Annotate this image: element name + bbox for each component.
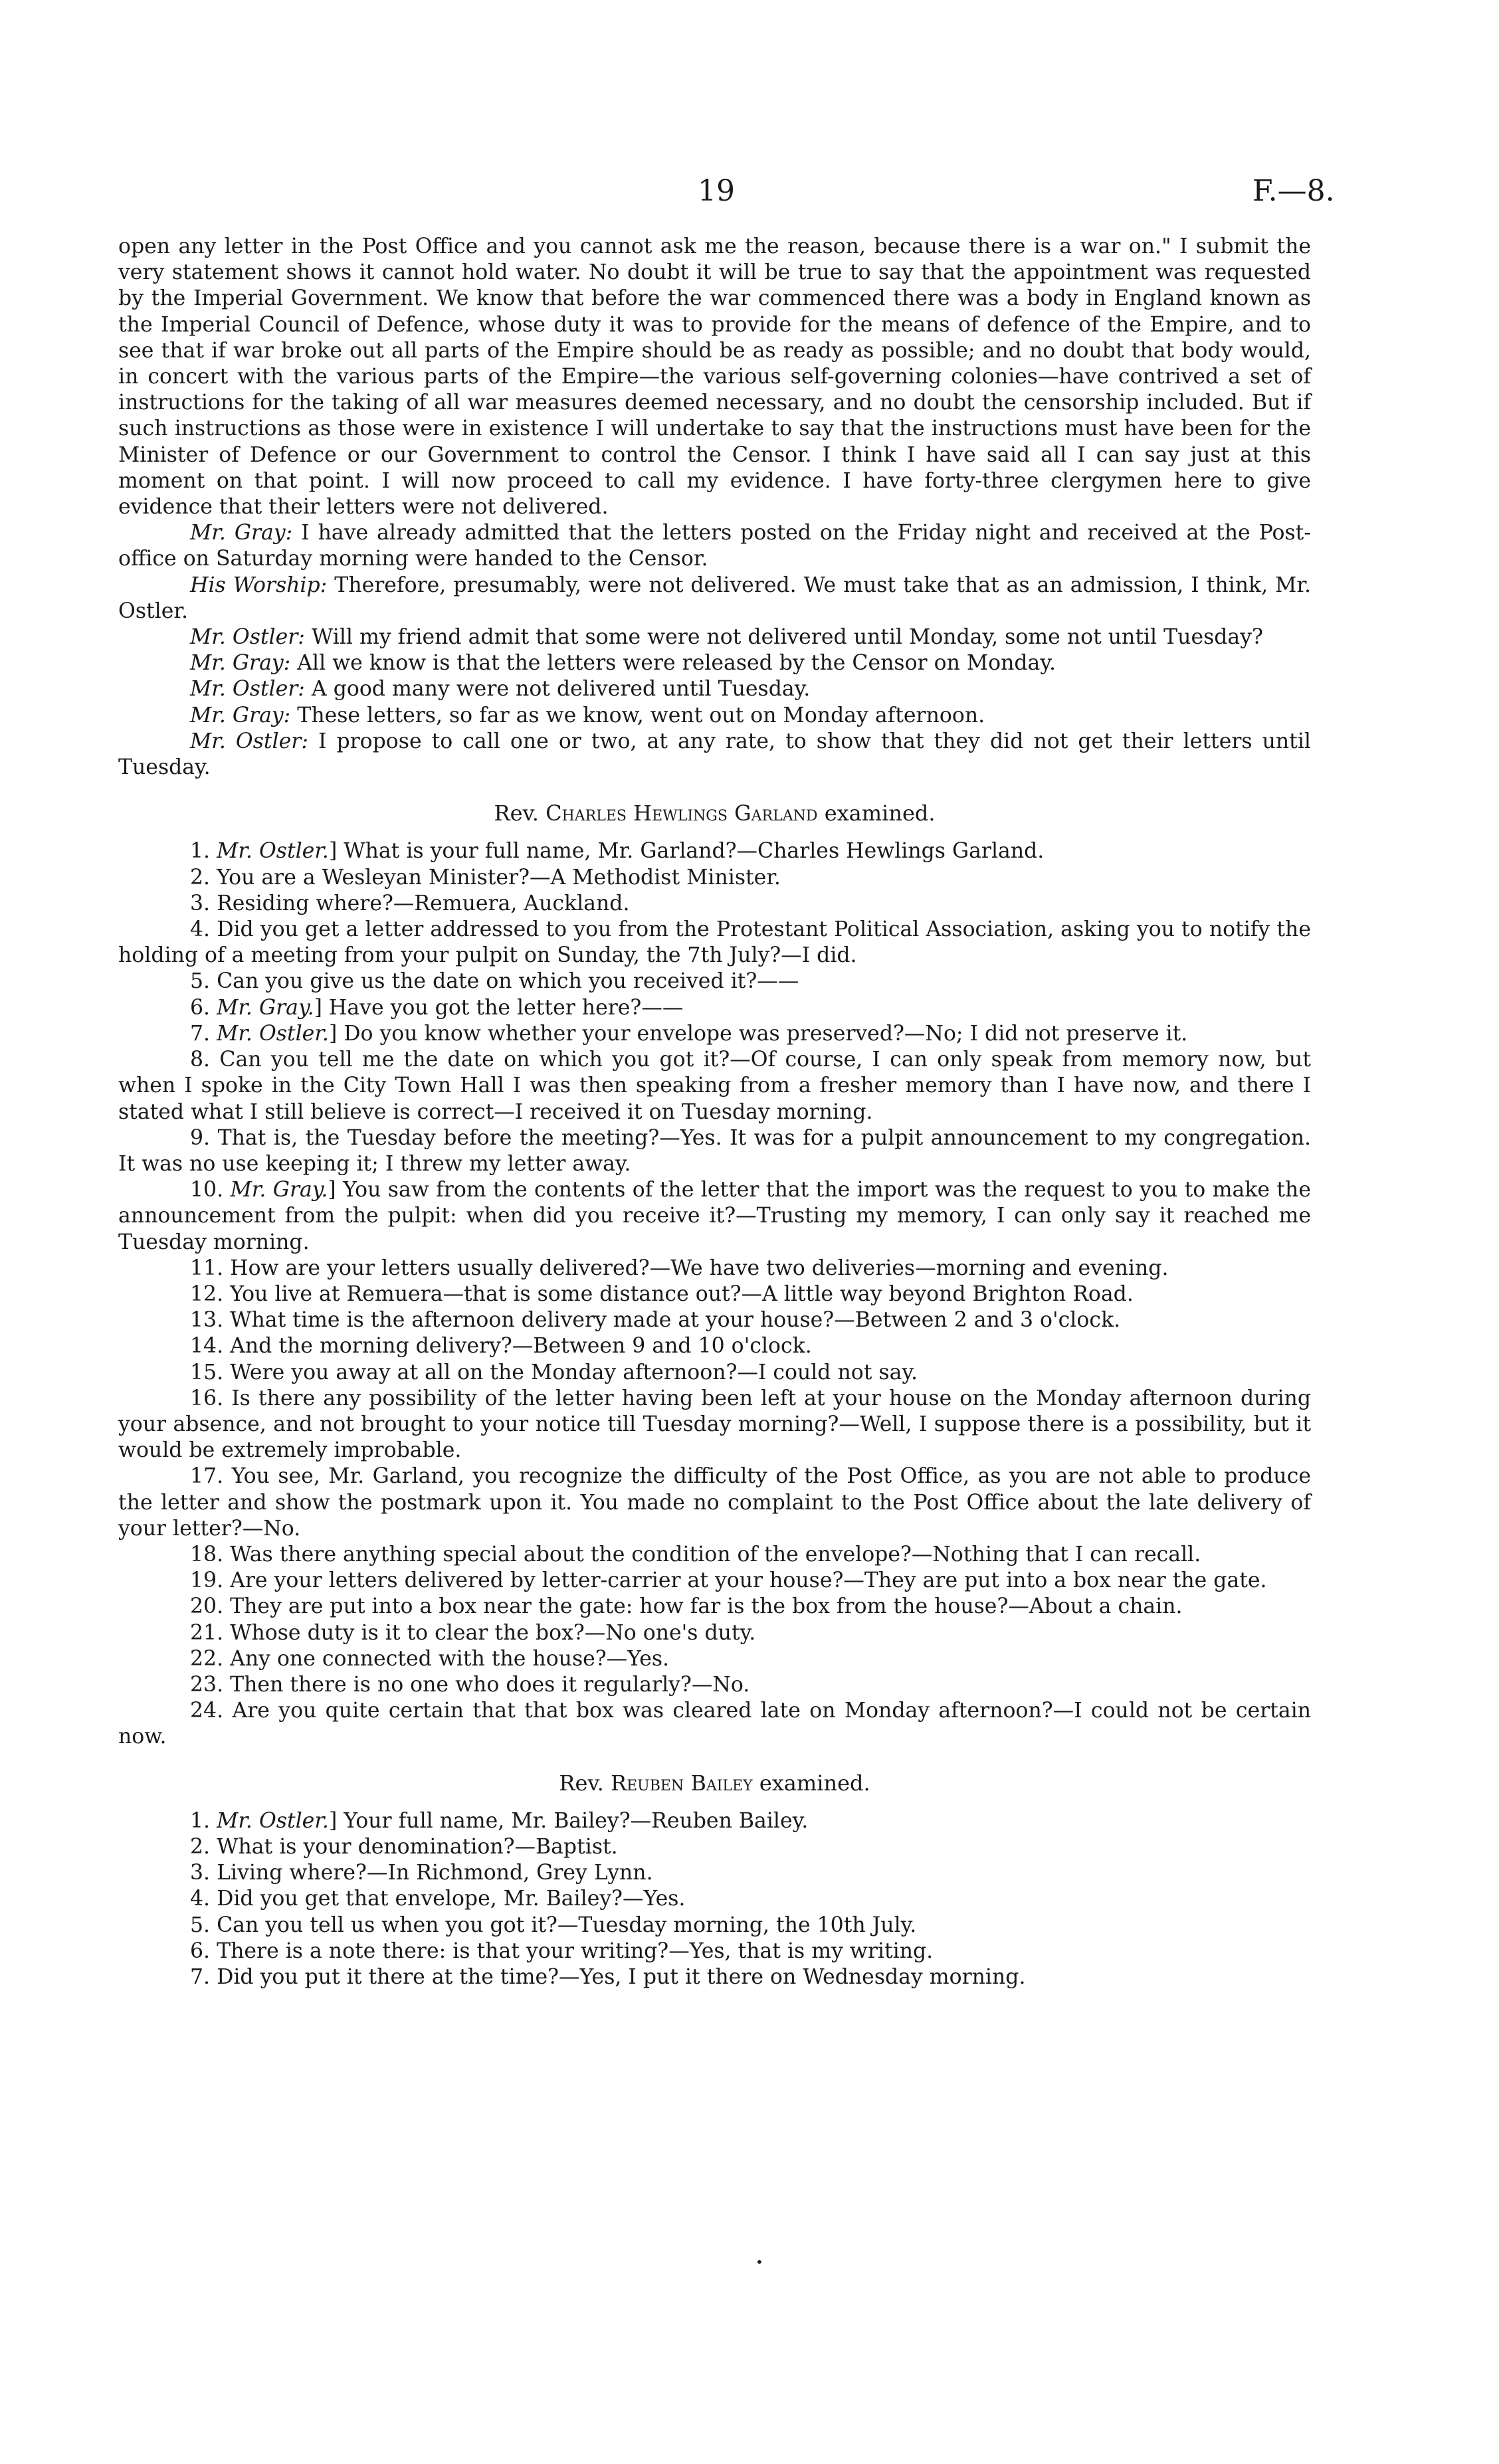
speaker-label: Mr. Gray:	[190, 703, 291, 727]
question-item	[118, 1834, 1311, 1860]
question-number: 24.	[190, 1699, 224, 1723]
question-number: 18.	[190, 1542, 224, 1566]
exchange-text: A good many were not delivered until Tuesday.	[304, 677, 811, 702]
question-number: 7.	[190, 1965, 211, 1989]
question-speaker: Mr. Ostler.	[217, 839, 329, 864]
question-item	[118, 1360, 1311, 1386]
question-text: ] You saw from the contents of the letter that the import was the request to you to make the announcement from the pulpit: when did you receive it?—Trusting my memory, I can only say it reached me Tuesday morning.	[118, 1178, 1311, 1254]
exchange-text: Will my friend admit that some were not delivered until Monday, some not until Tuesday?	[304, 625, 1263, 650]
question-number: 6.	[190, 1939, 211, 1963]
question-number: 19.	[190, 1568, 224, 1593]
question-text: You live at Remuera—that is some distance out?—A little way beyond Brighton Road.	[230, 1281, 1134, 1306]
question-number: 16.	[190, 1386, 224, 1410]
question-number: 10.	[190, 1178, 224, 1202]
document-body	[118, 234, 1311, 1990]
question-text: ] Your full name, Mr. Bailey?—Reuben Bailey.	[328, 1808, 809, 1833]
question-number: 2.	[190, 865, 211, 890]
question-item	[118, 995, 1311, 1021]
question-item	[118, 1698, 1311, 1750]
exchange-paragraph	[118, 650, 1311, 676]
question-number: 11.	[190, 1256, 224, 1280]
question-number: 14.	[190, 1334, 224, 1359]
question-item	[118, 865, 1311, 891]
question-text: You see, Mr. Garland, you recognize the difficulty of the Post Office, as you are not able to produce the letter and show the postmark upon it. You made no complaint to the Post Office about the late delivery of your letter?—No.	[118, 1464, 1312, 1541]
question-text: ] Do you know whether your envelope was preserved?—No; I did not preserve it.	[328, 1021, 1188, 1046]
page-number: 19	[698, 174, 735, 208]
speaker-label: His Worship:	[190, 573, 328, 597]
question-number: 5.	[190, 969, 211, 994]
question-text: Is there any possibility of the letter having been left at your house on the Monday afternoon during your absence, and not brought to your notice till Tuesday morning?—Well, I suppose there is a possibility, but it would be extremely improbable.	[118, 1386, 1312, 1463]
question-item	[118, 1913, 1311, 1939]
question-text: That is, the Tuesday before the meeting?—Yes. It was for a pulpit announcement to my congregation. It was no use keeping it; I threw my letter away.	[118, 1125, 1311, 1176]
question-number: 6.	[190, 995, 211, 1020]
question-item	[118, 1646, 1311, 1672]
witness-questions-bailey	[118, 1808, 1311, 1990]
question-text: Did you get a letter addressed to you from the Protestant Political Association, asking you to notify the holding of a meeting from your pulpit on Sunday, the 7th July?—I did.	[118, 917, 1311, 968]
question-item	[118, 1177, 1311, 1256]
exchange-text: I have already admitted that the letters posted on the Friday night and received at the Post-office on Saturday morning were handed to the Censor.	[118, 521, 1311, 571]
question-text: Are you quite certain that that box was cleared late on Monday afternoon?—I could not be certain now.	[118, 1699, 1311, 1749]
question-text: Can you tell me the date on which you got it?—Of course, I can only speak from memory now, but when I spoke in the City Town Hall I was then speaking from a fresher memory than I have now, and there I stated what I still believe is correct—I received it on Tuesday morning.	[118, 1048, 1312, 1124]
question-number: 3.	[190, 1861, 211, 1885]
question-item	[118, 891, 1311, 917]
exchange-paragraph	[118, 624, 1311, 650]
question-number: 1.	[190, 839, 211, 864]
speaker-label: Mr. Ostler:	[190, 677, 305, 702]
intro-paragraph: open any letter in the Post Office and you cannot ask me the reason, because there is a war on." I submit the very statement shows it cannot hold water. No doubt it will be true to say that the appointment was requested by the Imperial Government. We know that before the war commenced there was a body in England known as the Imperial Council of Defence, whose duty it was to provide for the means of defence of the Empire, and to see that if war broke out all parts of the Empire should be as ready as possible; and no doubt that body would, in concert with the various parts of the Empire—the various self-governing colonies—have contrived a set of instructions for the taking of all war measures deemed necessary, and no doubt the censorship included. But if such instructions as those were in existence I will undertake to say that the instructions must have been for the Minister of Defence or our Government to control the Censor. I think I have said all I can say just at this moment on that point. I will now proceed to call my evidence. I have forty-three clergymen here to give evidence that their letters were not delivered.	[118, 235, 1311, 520]
question-item	[118, 1672, 1311, 1698]
question-number: 15.	[190, 1360, 224, 1384]
speaker-label: Mr. Ostler:	[190, 729, 308, 753]
question-item	[118, 1464, 1311, 1542]
exchange-paragraph	[118, 729, 1311, 781]
question-text: Are your letters delivered by letter-carrier at your house?—They are put into a box near the gate.	[230, 1568, 1267, 1593]
question-number: 4.	[190, 1887, 211, 1911]
question-speaker: Mr. Ostler.	[217, 1808, 329, 1833]
question-text: ] Have you got the letter here?——	[314, 995, 684, 1020]
question-number: 5.	[190, 1913, 211, 1937]
question-text: Can you give us the date on which you received it?——	[217, 969, 799, 994]
question-text: There is a note there: is that your writing?—Yes, that is my writing.	[217, 1939, 934, 1963]
exchange-text: These letters, so far as we know, went out on Monday afternoon.	[290, 703, 985, 727]
question-text: And the morning delivery?—Between 9 and 10 o'clock.	[230, 1334, 812, 1359]
question-item	[118, 1886, 1311, 1912]
question-item	[118, 1125, 1311, 1177]
exchange-text: All we know is that the letters were released by the Censor on Monday.	[290, 651, 1056, 676]
question-number: 4.	[190, 917, 211, 942]
question-item	[118, 917, 1311, 969]
question-item	[118, 1021, 1311, 1047]
question-number: 13.	[190, 1308, 224, 1333]
question-text: What time is the afternoon delivery made at your house?—Between 2 and 3 o'clock.	[230, 1308, 1121, 1333]
speaker-label: Mr. Gray:	[190, 521, 293, 545]
question-item	[118, 1594, 1311, 1620]
document-reference: F.—8.	[1252, 174, 1335, 208]
question-text: ] What is your full name, Mr. Garland?—Charles Hewlings Garland.	[328, 839, 1045, 864]
question-speaker: Mr. Gray.	[217, 995, 314, 1020]
question-text: Did you put it there at the time?—Yes, I put it there on Wednesday morning.	[217, 1965, 1026, 1989]
question-item	[118, 1542, 1311, 1568]
question-text: Living where?—In Richmond, Grey Lynn.	[217, 1861, 653, 1885]
question-number: 22.	[190, 1646, 224, 1671]
question-speaker: Mr. Ostler.	[217, 1021, 329, 1046]
question-speaker: Mr. Gray.	[230, 1178, 328, 1202]
exchange-list	[118, 520, 1311, 781]
question-number: 8.	[190, 1048, 211, 1072]
question-text: They are put into a box near the gate: how far is the box from the house?—About a chain.	[230, 1594, 1183, 1619]
speaker-label: Mr. Gray:	[190, 651, 291, 676]
question-item	[118, 1808, 1311, 1834]
question-number: 12.	[190, 1281, 224, 1306]
question-text: Were you away at all on the Monday afternoon?—I could not say.	[230, 1360, 918, 1384]
question-item	[118, 1256, 1311, 1281]
question-number: 23.	[190, 1672, 224, 1697]
question-text: You are a Wesleyan Minister?—A Methodist Minister.	[217, 865, 781, 890]
question-number: 3.	[190, 891, 211, 915]
question-text: Then there is no one who does it regularly?—No.	[230, 1672, 750, 1697]
question-item	[118, 1047, 1311, 1125]
question-text: Whose duty is it to clear the box?—No one's duty.	[230, 1620, 756, 1645]
question-number: 17.	[190, 1464, 224, 1489]
question-item	[118, 1333, 1311, 1359]
question-number: 20.	[190, 1594, 224, 1619]
question-item	[118, 1860, 1311, 1886]
page-mark: •	[755, 2254, 763, 2270]
question-item	[118, 1939, 1311, 1964]
exchange-text: Therefore, presumably, were not delivered. We must take that as an admission, I think, Mr. Ostler.	[118, 573, 1312, 623]
question-item	[118, 1568, 1311, 1594]
question-item	[118, 969, 1311, 995]
question-number: 21.	[190, 1620, 224, 1645]
exchange-paragraph	[118, 676, 1311, 702]
question-item	[118, 838, 1311, 864]
question-item	[118, 1307, 1311, 1333]
question-item	[118, 1281, 1311, 1307]
question-item	[118, 1620, 1311, 1646]
witness-heading-garland: Rev. Charles Hewlings Garland examined.	[494, 801, 936, 826]
speaker-label: Mr. Ostler:	[190, 625, 305, 650]
question-item	[118, 1964, 1311, 1990]
witness-heading-bailey: Rev. Reuben Bailey examined.	[559, 1770, 870, 1796]
question-number: 9.	[190, 1125, 211, 1150]
question-item	[118, 1386, 1311, 1464]
exchange-text: I propose to call one or two, at any rate, to show that they did not get their letters until Tuesday.	[118, 729, 1311, 780]
question-text: Can you tell us when you got it?—Tuesday morning, the 10th July.	[217, 1913, 917, 1937]
question-number: 7.	[190, 1021, 211, 1046]
question-text: Did you get that envelope, Mr. Bailey?—Yes.	[217, 1887, 686, 1911]
exchange-paragraph	[118, 573, 1311, 624]
witness-questions-garland	[118, 838, 1311, 1750]
question-text: Was there anything special about the condition of the envelope?—Nothing that I can recall.	[230, 1542, 1201, 1566]
question-number: 1.	[190, 1808, 211, 1833]
exchange-paragraph	[118, 703, 1311, 729]
exchange-paragraph	[118, 520, 1311, 572]
question-text: How are your letters usually delivered?—We have two deliveries—morning and evening.	[230, 1256, 1169, 1280]
question-text: Any one connected with the house?—Yes.	[230, 1646, 670, 1671]
question-text: Residing where?—Remuera, Auckland.	[217, 891, 630, 915]
question-text: What is your denomination?—Baptist.	[217, 1834, 618, 1859]
question-number: 2.	[190, 1834, 211, 1859]
